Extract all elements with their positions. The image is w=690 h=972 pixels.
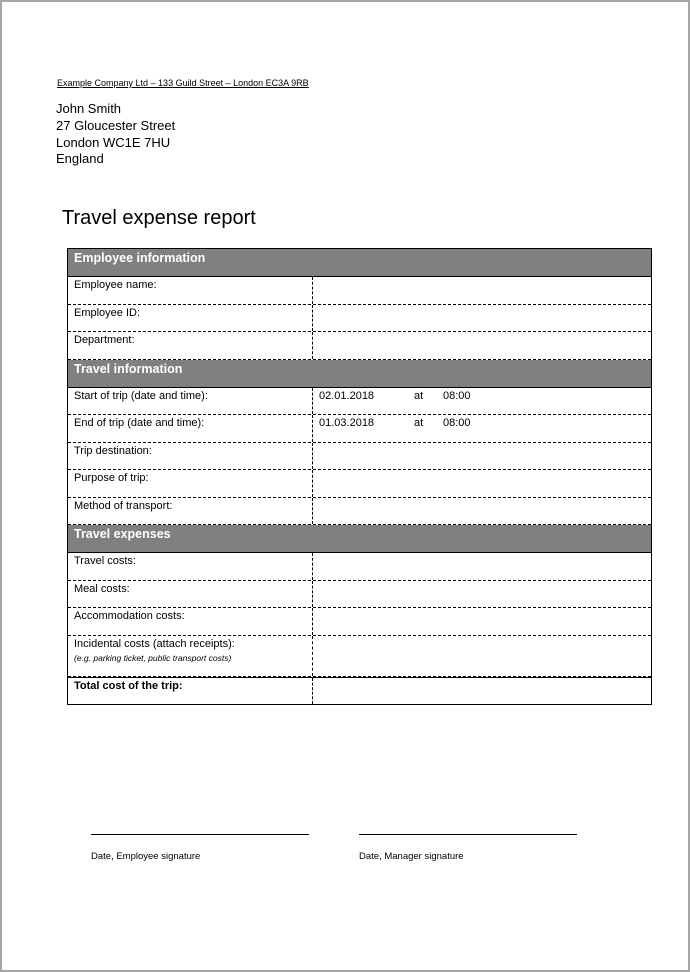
form-row-travel-costs <box>68 553 651 581</box>
form-row-transport-method <box>68 498 651 526</box>
recipient-city: London WC1E 7HU <box>56 134 171 150</box>
recipient-street: 27 Gloucester Street <box>56 117 176 133</box>
employee-id-field[interactable] <box>313 305 651 332</box>
form-row-meal-costs <box>68 581 651 609</box>
sender-address-line: Example Company Ltd – 133 Guild Street – London EC3A 9RB <box>57 78 309 88</box>
employee-name-field[interactable] <box>313 277 651 304</box>
incidental-costs-text: Incidental costs (attach receipts): <box>74 637 235 650</box>
trip-purpose-field[interactable] <box>313 470 651 497</box>
section-employee-information: Employee information <box>68 249 651 277</box>
trip-end-date: 01.03.2018 <box>319 417 375 429</box>
form-row-total-cost <box>68 677 651 705</box>
department-field[interactable] <box>313 332 651 359</box>
accommodation-costs-field[interactable] <box>313 608 651 635</box>
trip-start-time: 08:00 <box>443 389 471 402</box>
form-row-accommodation-costs <box>68 608 651 636</box>
trip-destination-field[interactable] <box>313 443 651 470</box>
trip-destination-label: Trip destination: <box>68 443 313 470</box>
trip-end-time: 08:00 <box>443 417 471 429</box>
incidental-costs-label <box>68 636 313 676</box>
section-travel-information: Travel information <box>68 360 651 388</box>
trip-end-field[interactable] <box>313 415 651 442</box>
employee-signature-label: Date, Employee signature <box>91 851 201 862</box>
department-label: Department: <box>68 332 313 359</box>
form-row-trip-destination <box>68 443 651 471</box>
incidental-costs-note: (e.g. parking ticket, public transport costs) <box>74 652 232 663</box>
recipient-address <box>56 101 175 168</box>
trip-start-at: at <box>414 389 424 402</box>
trip-end-at: at <box>414 417 424 429</box>
travel-costs-label: Travel costs: <box>68 553 313 580</box>
trip-start-date: 02.01.2018 <box>319 389 375 402</box>
total-cost-field[interactable] <box>313 678 651 705</box>
section-travel-expenses: Travel expenses <box>68 525 651 553</box>
manager-signature-line[interactable] <box>359 834 577 835</box>
form-row-trip-end <box>68 415 651 443</box>
form-row-trip-start <box>68 388 651 416</box>
incidental-costs-field[interactable] <box>313 636 651 676</box>
employee-name-label: Employee name: <box>68 277 313 304</box>
form-row-incidental-costs <box>68 636 651 677</box>
accommodation-costs-label: Accommodation costs: <box>68 608 313 635</box>
manager-signature-label: Date, Manager signature <box>359 851 464 862</box>
form-row-employee-id <box>68 305 651 333</box>
meal-costs-label: Meal costs: <box>68 581 313 608</box>
trip-end-label: End of trip (date and time): <box>68 415 313 442</box>
employee-signature-line[interactable] <box>91 834 309 835</box>
total-cost-label: Total cost of the trip: <box>68 678 313 705</box>
expense-form <box>67 248 652 705</box>
transport-method-label: Method of transport: <box>68 498 313 525</box>
page-title: Travel expense report <box>62 207 256 229</box>
recipient-country: England <box>56 151 104 167</box>
recipient-name: John Smith <box>56 101 122 116</box>
transport-method-field[interactable] <box>313 498 651 525</box>
trip-start-label: Start of trip (date and time): <box>68 388 313 415</box>
form-row-employee-name <box>68 277 651 305</box>
employee-id-label: Employee ID: <box>68 305 313 332</box>
travel-costs-field[interactable] <box>313 553 651 580</box>
meal-costs-field[interactable] <box>313 581 651 608</box>
form-row-trip-purpose <box>68 470 651 498</box>
trip-purpose-label: Purpose of trip: <box>68 470 313 497</box>
form-row-department <box>68 332 651 360</box>
trip-start-field[interactable] <box>313 388 651 415</box>
